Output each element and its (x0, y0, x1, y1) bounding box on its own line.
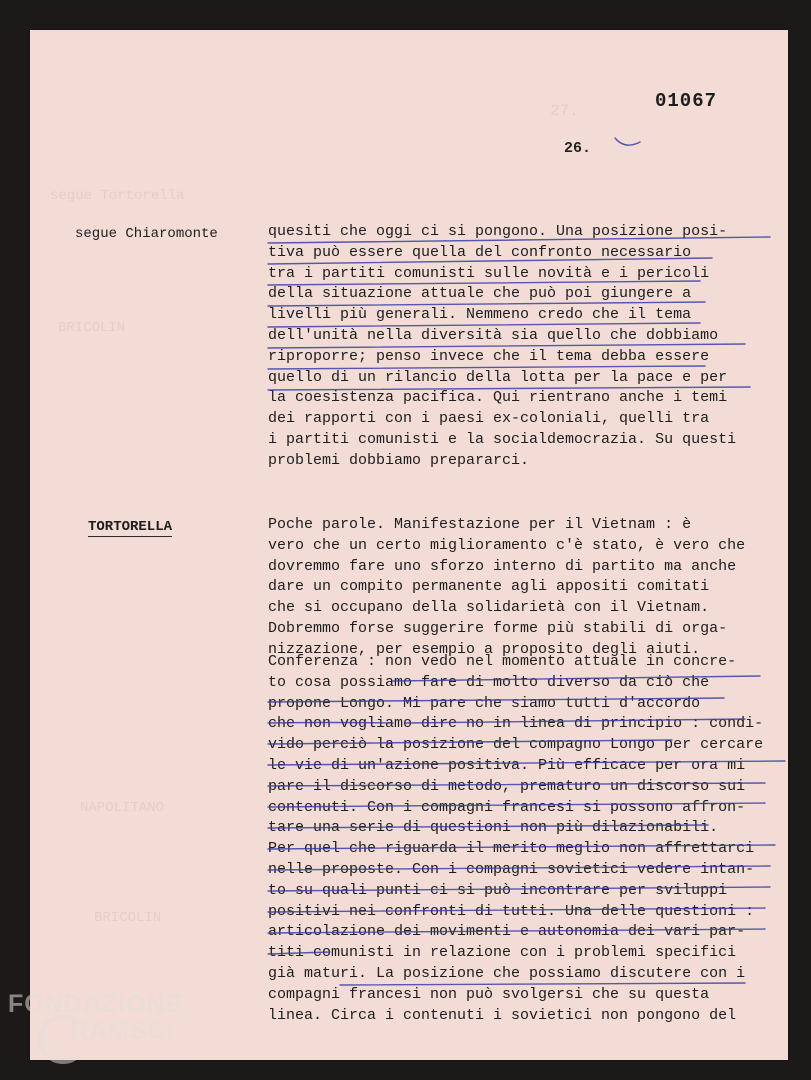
text-block-tortorella (268, 515, 788, 661)
text-line: Poche parole. Manifestazione per il Vietnam : è (268, 516, 692, 533)
text-line: pare il discorso di metodo, prematuro un discorso sui (268, 777, 746, 795)
text-line: dei rapporti con i paesi ex-coloniali, quelli tra (268, 410, 710, 428)
text-line: la coesistenza pacifica. Qui rientrano anche i temi (268, 389, 728, 407)
text-line: Per quel che riguarda il merito meglio non affrettarci (268, 840, 755, 858)
text-block-chiaromonte (268, 222, 788, 472)
text-line: titi comunisti in relazione con i problemi specifici (268, 944, 737, 962)
text-line: le vie di un'azione positiva. Più efficace per ora mi (268, 756, 746, 774)
text-line: tiva può essere quella del confronto necessario (268, 243, 692, 261)
text-line: quesiti che oggi ci si pongono. Una posizione posi- (268, 223, 728, 240)
text-line: linea. Circa i contenuti i sovietici non pongono del (268, 1006, 737, 1024)
speaker-label-tortorella: TORTORELLA (88, 519, 173, 535)
text-line: problemi dobbiamo prepararci. (268, 451, 530, 469)
text-line: nelle proposte. Con i compagni sovietici vedere intan- (268, 860, 755, 878)
text-line: nizzazione, per esempio a proposito degli aiuti. (268, 640, 701, 658)
document-number: 01067 (655, 90, 718, 112)
text-line: to cosa possiamo fare di molto diverso da ciò che (268, 673, 710, 691)
text-line: dovremmo fare uno sforzo interno di partito ma anche (268, 557, 737, 575)
text-line: positivi nei confronti di tutti. Una delle questioni : (268, 902, 755, 920)
text-line: tare una serie di questioni non più dilazionabili. (268, 819, 719, 837)
text-line: Conferenza : non vedo nel momento attuale in concre- (268, 653, 737, 670)
text-line: Dobremmo forse suggerire forme più stabili di orga- (268, 619, 728, 637)
speaker-label-chiaromonte: segue Chiaromonte (75, 226, 218, 242)
text-line: compagni francesi non può svolgersi che su questa (268, 985, 710, 1003)
text-line: vero che un certo miglioramento c'è stato, è vero che (268, 536, 746, 554)
text-line: articolazione dei movimenti e autonomia dei vari par- (268, 923, 746, 941)
text-line: dare un compito permanente agli appositi comitati (268, 578, 710, 596)
text-line: riproporre; penso invece che il tema debba essere (268, 347, 710, 365)
watermark-onlus: Onlus (163, 1052, 187, 1062)
text-line: propone Longo. Mi pare che siamo tutti d'accordo (268, 694, 701, 712)
watermark-logo: FONDAZIONE RAMSCI (8, 990, 184, 1045)
text-line: della situazione attuale che può poi giungere a (268, 285, 692, 303)
text-line: quello di un rilancio della lotta per la pace e per (268, 368, 728, 386)
text-line: i partiti comunisti e la socialdemocrazia. Su questi (268, 430, 737, 448)
text-line: tra i partiti comunisti sulle novità e i pericoli (268, 264, 710, 282)
text-line: livelli più generali. Nemmeno credo che il tema (268, 306, 692, 324)
page-number: 26. (564, 140, 592, 157)
text-block-conferenza (268, 652, 788, 1026)
text-line: che si occupano della solidarietà con il Vietnam. (268, 599, 710, 617)
text-line: to su quali punti ci si può incontrare per sviluppi (268, 881, 728, 899)
text-line: che non vogliamo dire no in linea di principio : condi- (268, 715, 764, 733)
text-line: contenuti. Con i compagni francesi si possono affron- (268, 798, 746, 816)
text-line: già maturi. La posizione che possiamo discutere con i (268, 964, 746, 982)
text-line: vido perciò la posizione del compagno Longo per cercare (268, 736, 764, 754)
text-line: dell'unità nella diversità sia quello che dobbiamo (268, 326, 719, 344)
